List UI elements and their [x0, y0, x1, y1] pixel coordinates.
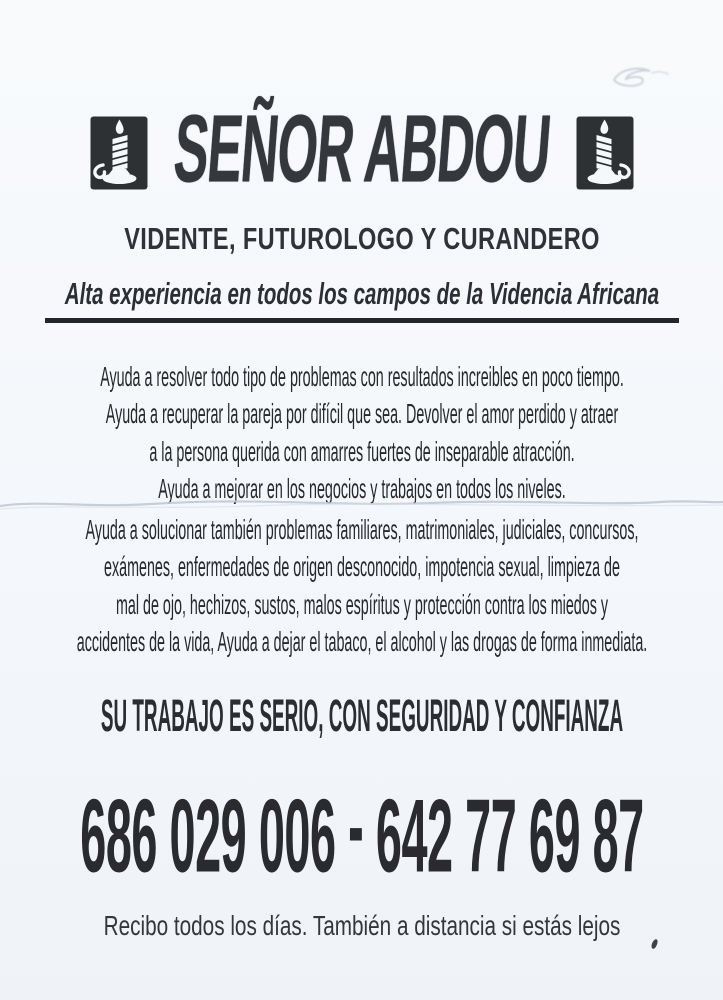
- body-line: [0, 586, 723, 624]
- body-line-text: mal de ojo, hechizos, sustos, malos espíritus y protección contra los miedos y: [115, 588, 608, 620]
- body-line-text: Ayuda a solucionar también problemas familiares, matrimoniales, judiciales, concursos,: [85, 513, 638, 545]
- phone-numbers: [0, 768, 723, 895]
- page-title: [166, 95, 558, 206]
- body-line-text: Ayuda a mejorar en los negocios y trabajos en todos los niveles.: [157, 473, 566, 505]
- body-line-text: Ayuda a resolver todo tipo de problemas con resultados increibles en poco tiempo.: [99, 360, 624, 392]
- body-line-text: accidentes de la vida, Ayuda a dejar el tabaco, el alcohol y las drogas de forma inmediata.: [76, 626, 647, 658]
- phone-separator: -: [347, 768, 363, 885]
- profession-subtitle-text: VIDENTE, FUTUROLOGO Y CURANDERO: [123, 221, 600, 256]
- footer-note-text: Recibo todos los días. También a distancia si estás lejos: [103, 910, 620, 941]
- services-paragraph-2: [0, 511, 723, 661]
- body-line: [0, 549, 723, 587]
- body-line: [0, 358, 723, 396]
- candle-icon-right: [576, 116, 634, 190]
- body-line-text: Ayuda a recuperar la pareja por difícil que sea. Devolver el amor perdido y atraer: [105, 398, 618, 430]
- phone-numbers-row: [79, 768, 644, 897]
- services-paragraph-1: [0, 358, 723, 508]
- body-line: [0, 433, 723, 471]
- body-line: [0, 511, 723, 549]
- experience-tagline-text: Alta experiencia en todos los campos de la Videncia Africana: [64, 276, 659, 311]
- tagline-underline: [45, 318, 679, 323]
- body-line: [0, 624, 723, 662]
- candle-icon-left: [90, 116, 148, 190]
- body-line: [0, 396, 723, 434]
- experience-tagline: [0, 276, 723, 323]
- assurance-text: SU TRABAJO ES SERIO, CON SEGURIDAD Y CONFIANZA: [100, 690, 623, 741]
- phone-number-1: 686 029 006: [79, 778, 336, 895]
- title-text: SEÑOR ABDOU: [169, 95, 554, 203]
- footer-note: [0, 908, 723, 944]
- body-line: [0, 471, 723, 509]
- body-line-text: a la persona querida con amarres fuertes de inseparable atracción.: [148, 435, 575, 467]
- profession-subtitle: [0, 219, 723, 259]
- phone-number-2: 642 77 69 87: [375, 778, 644, 895]
- body-line-text: exámenes, enfermedades de origen desconocido, impotencia sexual, limpieza de: [103, 551, 620, 583]
- assurance-line: [0, 690, 723, 741]
- header: [0, 0, 723, 206]
